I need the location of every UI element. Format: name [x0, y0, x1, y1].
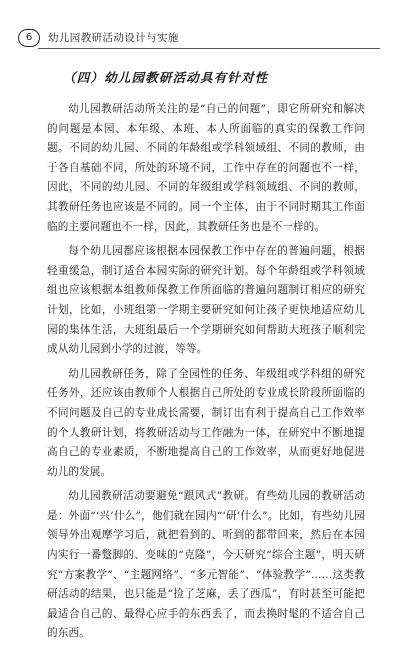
body-text	[47, 100, 365, 649]
paragraph: 幼儿园教研任务，除了全园性的任务、年级组或学科组的研究任务外，还应该由教师个人根据自己所处的专业成长阶段所面临的不同问题及自己的专业成长需要，制订出有利于提高自己工作效率的个人教研计划，将教研活动与工作融为一体，在研究中不断地提高自己的专业素质，不断地提高自己的工作效率，从而更好地促进幼儿的发展。	[47, 367, 365, 478]
paragraph: 幼儿园教研活动所关注的是“自己的问题”，即它所研究和解决的问题是本园、本年级、本班、本人所面临的真实的保教工作问题。不同的幼儿园、不同的年龄组或学科领域组、不同的教师，由于各自基础不同，所处的环境不同，工作中存在的问题也不一样，因此，不同的幼儿园、不同的年级组或学科领域组、不同的教师，其教研任务也应该是不同的。同一个主体，由于不同时期其工作面临的主要问题也不一样，因此，其教研任务也是不一样的。	[47, 103, 365, 233]
running-header	[18, 29, 380, 49]
page-number: 6	[18, 29, 40, 47]
running-title: 幼儿园教研活动设计与实施	[48, 32, 179, 44]
paragraph: 每个幼儿园都应该根据本园保教工作中存在的普遍问题，根据轻重缓急，制订适合本园实际的研究计划。每个年龄组或学科领域组也应该根据本组教师保教工作所面临的普遍问题制订相应的研究计划，比如，小班组第一学期主要研究如何让孩子更快地适应幼儿园的集体生活，大班组最后一个学期研究如何帮助大班孩子顺利完成从幼儿园到小学的过渡，等等。	[47, 245, 365, 356]
header-rule	[38, 48, 380, 49]
paragraph: 幼儿园教研活动要避免“跟风式”教研。有些幼儿园的教研活动是：外面“‘兴’什么”，他们就在园内“‘研’什么”。比如，有些幼儿园领导外出观摩学习后，就把看到的、听到的都带回来，然后在本园内实行一番蹩脚的、变味的“克隆”，今天研究“综合主题”，明天研究“方案教学”、“主题网络”、“多元智能”、“体验教学”……这类教研活动的结果，也只能是“捡了芝麻，丢了西瓜”，有时甚至可能把最适合自己的、最得心应手的东西丢了，而去换时髦的不适合自己的东西。	[47, 490, 365, 640]
section-heading: （四）幼儿园教研活动具有针对性	[63, 70, 269, 85]
